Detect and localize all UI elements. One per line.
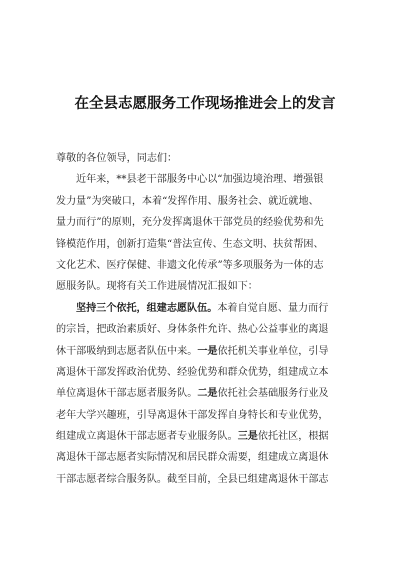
document-body — [56, 148, 362, 490]
text-span: 单位离退休干部志愿者服务队。 — [56, 388, 198, 400]
text-line: 离退休干部志愿者实际情况和居民群众需要，组建成立离退休 — [56, 452, 329, 464]
text-line — [56, 298, 362, 319]
text-line: 愿服务队。现将有关工作进展情况汇报如下： — [56, 281, 258, 293]
section-heading: 坚持三个依托，组建志愿队伍。 — [76, 302, 218, 314]
text-line: 近年来，**县老干部服务中心以“加强边境治理、增强银 — [76, 174, 324, 186]
text-line — [56, 341, 362, 362]
text-line: 锋模范作用，创新打造集“普法宣传、生态文明、扶贫帮困、 — [56, 238, 324, 250]
text-line: 文化艺术、医疗保健、非遗文化传承”等多项服务为一体的志 — [56, 259, 324, 271]
text-line — [56, 426, 362, 447]
paragraph-section-1 — [56, 298, 362, 491]
text-line: 发力量”为突破口，本着“发挥作用、服务社会、就近就地、 — [56, 195, 319, 207]
paragraph-intro — [56, 169, 362, 297]
text-line: 离退休干部发挥政治优势、经验优势和群众优势，组建成立本 — [56, 366, 329, 378]
text-line — [56, 383, 362, 404]
bold-marker: 一是 — [197, 345, 218, 357]
text-span: 休干部吸纳到志愿者队伍中来。 — [56, 345, 198, 357]
text-line: 干部志愿者综合服务队。截至目前，全县已组建离退休干部志 — [56, 473, 329, 485]
text-span: 依托社会基础服务行业及 — [217, 388, 329, 400]
text-line: 的宗旨，把政治素质好、身体条件允许、热心公益事业的离退 — [56, 324, 329, 336]
bold-marker: 三是 — [237, 431, 258, 443]
text-span: 依托社区，根据 — [257, 431, 329, 443]
text-line: 量力而行”的原则，充分发挥离退休干部党员的经验优势和先 — [56, 217, 324, 229]
text-span: 依托机关事业单位，引导 — [217, 345, 329, 357]
salutation: 尊敬的各位领导，同志们： — [56, 153, 178, 164]
text-span: 本着自觉自愿、量力而行 — [217, 302, 329, 314]
bold-marker: 二是 — [197, 388, 218, 400]
text-span: 组建成立离退休干部志愿者专业服务队。 — [56, 431, 238, 443]
text-line: 老年大学兴趣班，引导离退休干部发挥自身特长和专业优势， — [56, 409, 329, 421]
document-title: 在全县志愿服务工作现场推进会上的发言 — [74, 96, 336, 112]
